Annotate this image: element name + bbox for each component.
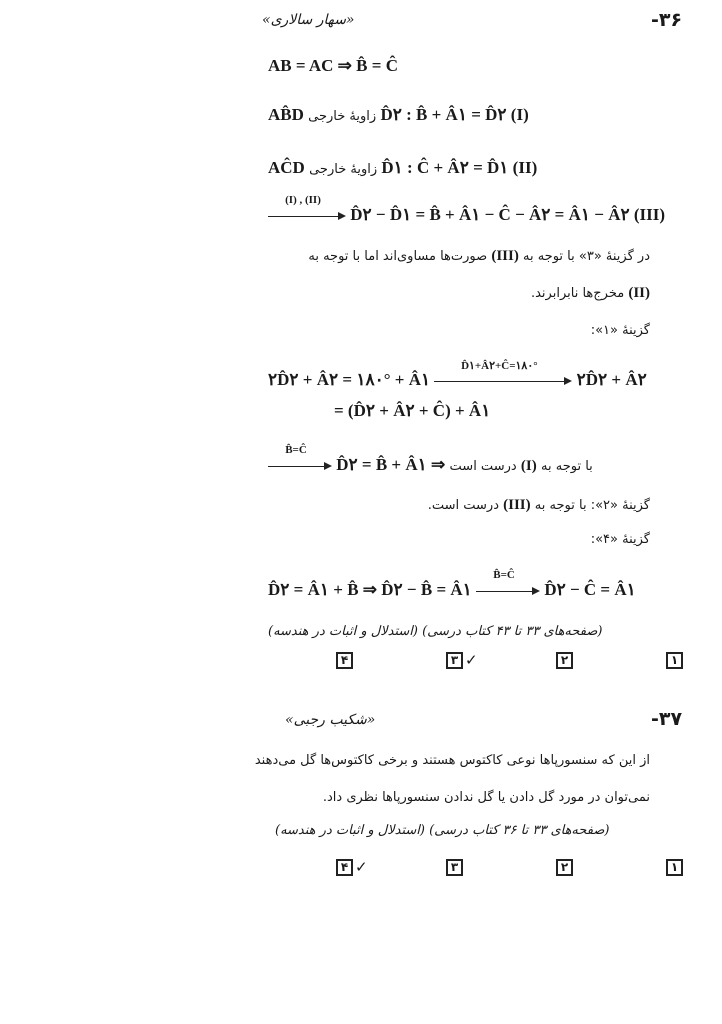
answer-option-3[interactable] <box>446 652 478 668</box>
answer-option-2[interactable] <box>556 859 573 875</box>
arrow-label: (I) , (II) <box>285 194 321 207</box>
equation-4 <box>268 194 666 225</box>
answer-option-1[interactable] <box>666 652 683 668</box>
exterior-angle-label: زاویهٔ خارجی <box>309 162 378 177</box>
equation-8 <box>268 569 636 600</box>
equation-5-left: ۲D̂۲ + Â۲ = ۱۸۰° + Â۱ <box>268 370 431 389</box>
equation-7 <box>268 444 593 475</box>
reference-iii: (III) <box>491 248 519 264</box>
question-number: -۳۶ <box>651 9 683 31</box>
equation-7-body: D̂۲ = B̂ + Â۱ ⇒ <box>336 455 446 474</box>
equation-3 <box>268 158 537 178</box>
explanation-text: در گزینهٔ «۳» با توجه به <box>522 249 650 264</box>
option-box: ۲ <box>556 652 573 669</box>
equation-8-left: D̂۲ = Â۱ + B̂ ⇒ D̂۲ − B̂ = Â۱ <box>268 580 472 599</box>
arrow-label: D̂۱+Â۲+Ĉ=۱۸۰° <box>461 360 538 373</box>
explanation-line-1 <box>308 246 650 267</box>
equation-2-body: D̂۲ : B̂ + Â۱ = D̂۲ (I) <box>380 105 529 124</box>
triangle-abd: AB̂D <box>268 105 304 124</box>
equation-1: AB = AC ⇒ B̂ = Ĉ <box>268 56 398 75</box>
arrow-label: B̂=Ĉ <box>285 444 307 457</box>
question-number: -۳۷ <box>651 708 683 730</box>
option-box: ۳ <box>446 652 463 669</box>
explanation-text: مخرج‌ها نابرابرند. <box>530 286 625 301</box>
equation-5 <box>268 360 647 390</box>
textbook-reference: (صفحه‌های ۳۳ تا ۳۶ کتاب درسی) (استدلال و اثبات در هندسه) <box>275 823 610 838</box>
explanation-text: صورت‌ها مساوی‌اند اما با توجه به <box>308 249 488 264</box>
equation-7-text: با توجه به <box>541 459 593 474</box>
triangle-acd: AĈD <box>268 158 305 177</box>
equation-2 <box>268 105 529 125</box>
explanation-text: گزینهٔ «۲»: با توجه به <box>534 498 650 513</box>
implies-arrow <box>476 569 540 598</box>
option-box: ۲ <box>556 859 573 876</box>
option-box: ۴ <box>336 859 353 876</box>
option-1-heading: گزینهٔ «۱»: <box>590 323 650 338</box>
reference-iii: (III) <box>503 497 531 513</box>
answer-line-1: از این که سنسورپاها نوعی کاکتوس هستند و برخی کاکتوس‌ها گل می‌دهند <box>254 753 650 768</box>
option-4-heading: گزینهٔ «۴»: <box>590 532 650 547</box>
answer-line-2: نمی‌توان در مورد گل دادن یا گل ندادن سنسورپاها نظری داد. <box>322 790 650 805</box>
option-box: ۴ <box>336 652 353 669</box>
answer-option-1[interactable] <box>666 859 683 875</box>
arrow-label: B̂=Ĉ <box>493 569 515 582</box>
answer-option-4[interactable] <box>336 859 368 875</box>
equation-3-body: D̂۱ : Ĉ + Â۲ = D̂۱ (II) <box>381 158 538 177</box>
equation-4-body: D̂۲ − D̂۱ = B̂ + Â۱ − Ĉ − Â۲ = Â۱ − Â۲ (III) <box>350 205 666 224</box>
reference-ii: (II) <box>628 285 650 301</box>
implies-arrow <box>268 444 332 473</box>
reference-i: (I) <box>520 458 537 474</box>
implies-arrow <box>434 360 572 388</box>
question-author: «سهار سالاری» <box>262 12 355 28</box>
option-box: ۱ <box>666 652 683 669</box>
checkmark-icon: ✓ <box>355 858 368 876</box>
equation-6: = (D̂۲ + Â۲ + Ĉ) + Â۱ <box>334 401 491 420</box>
checkmark-icon: ✓ <box>465 651 478 669</box>
option-2-line <box>428 495 650 516</box>
option-box: ۳ <box>446 859 463 876</box>
option-box: ۱ <box>666 859 683 876</box>
answer-option-2[interactable] <box>556 652 573 668</box>
exterior-angle-label: زاویهٔ خارجی <box>308 109 377 124</box>
explanation-line-2 <box>531 283 650 304</box>
equation-7-text: درست است <box>449 459 517 474</box>
implies-arrow <box>268 194 346 223</box>
answer-option-3[interactable] <box>446 859 463 875</box>
textbook-reference: (صفحه‌های ۳۳ تا ۴۳ کتاب درسی) (استدلال و اثبات در هندسه) <box>268 624 603 639</box>
answer-option-4[interactable] <box>336 652 353 668</box>
explanation-text: درست است. <box>427 498 499 513</box>
equation-8-right: D̂۲ − Ĉ = Â۱ <box>544 580 636 599</box>
question-author: «شکیب رجبی» <box>285 712 376 728</box>
equation-5-right: ۲D̂۲ + Â۲ <box>576 370 647 389</box>
